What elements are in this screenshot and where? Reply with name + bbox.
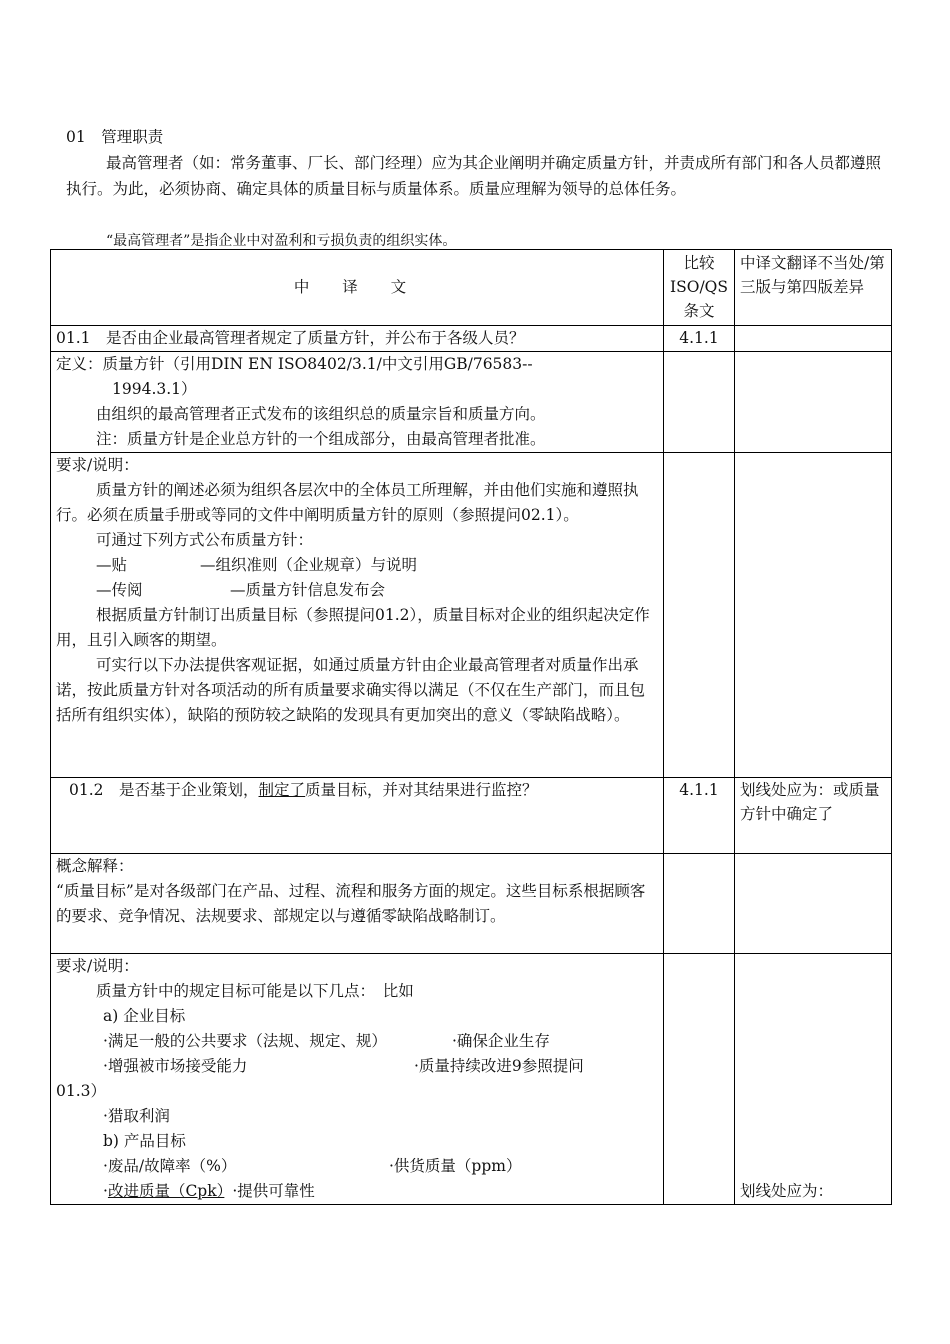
target-item-underlined: 改进质量（Cpk） [107, 1182, 225, 1200]
question-01-2 [51, 778, 664, 854]
empty-cell [664, 453, 735, 778]
definition-paragraph: “最高管理者”是指企业中对盈利和亏损负责的组织实体。 [106, 233, 457, 249]
concept-cell [51, 854, 664, 954]
definition-line: 由组织的最高管理者正式发布的该组织总的质量宗旨和质量方向。 [96, 405, 546, 423]
note-01-1 [735, 326, 892, 352]
intro-paragraph: 最高管理者（如：常务董事、厂长、部门经理）应为其企业阐明并确定质量方针，并责成所有部门和各人员都遵照执行。为此，必须协商、确定具体的质量目标与质量体系。质量应理解为领导的总体任务。 [66, 154, 882, 198]
target-item: ·满足一般的公共要求（法规、规定、规） [103, 1032, 387, 1050]
requirements-label: 要求/说明： [56, 456, 139, 474]
concept-row-01-2 [51, 854, 892, 954]
requirements-paragraph: 可通过下列方式公布质量方针： [96, 531, 314, 549]
method-line [56, 553, 658, 578]
target-item: ·猎取利润 [103, 1107, 170, 1125]
target-line [56, 1154, 658, 1179]
definition-row-01-1 [51, 352, 892, 453]
note-01-2: 划线处应为：或质量方针中确定了 [735, 778, 892, 854]
bullet: · [103, 1182, 108, 1200]
header-translation-notes: 中译文翻译不当处/第三版与第四版差异 [735, 250, 892, 326]
target-group-b: b) 产品目标 [103, 1132, 186, 1150]
targets-intro: 质量方针中的规定目标可能是以下几点： 比如 [96, 982, 414, 1000]
note-cell-01-2 [735, 954, 892, 1205]
empty-cell [735, 352, 892, 453]
definition-line: 1994.3.1） [112, 380, 197, 398]
clause-01-2: 4.1.1 [664, 778, 735, 854]
requirements-paragraph: 根据质量方针制订出质量目标（参照提问01.2），质量目标对企业的组织起决定作用，且引入顾客的期望。 [56, 606, 650, 649]
clause-01-1: 4.1.1 [664, 326, 735, 352]
definition-note: 注：质量方针是企业总方针的一个组成部分，由最高管理者批准。 [96, 430, 546, 448]
concept-label: 概念解释： [56, 857, 134, 875]
question-text: 01.2 是否基于企业策划， [69, 781, 259, 799]
method-line [56, 578, 658, 603]
audit-table [50, 249, 892, 1205]
target-item: ·废品/故障率（%） [103, 1157, 237, 1175]
concept-text: “质量目标”是对各级部门在产品、过程、流程和服务方面的规定。这些目标系根据顾客的要求、竞争情况、法规要求、部规定以与遵循零缺陷战略制订。 [56, 882, 646, 925]
definition-cell [51, 352, 664, 453]
note-01-2-b: 划线处应为： [740, 1182, 834, 1200]
question-01-1: 01.1 是否由企业最高管理者规定了质量方针，并公布于各级人员？ [51, 326, 664, 352]
section-heading: 01 管理职责 [66, 128, 164, 146]
requirements-paragraph: 质量方针的阐述必须为组织各层次中的全体员工所理解，并由他们实施和遵照执行。必须在质量手册或等同的文件中阐明质量方针的原则（参照提问02.1）。 [56, 481, 639, 524]
target-item: ·确保企业生存 [452, 1032, 550, 1050]
target-continuation: 01.3） [56, 1082, 107, 1100]
requirements-cell [51, 453, 664, 778]
header-iso-clause: 比较ISO/QS条文 [664, 250, 735, 326]
requirements-row-01-2 [51, 954, 892, 1205]
definition-line: 定义：质量方针（引用DIN EN ISO8402/3.1/中文引用GB/76583-- [56, 355, 533, 373]
question-underlined-text: 制定了 [258, 781, 306, 799]
question-row-01-1 [51, 326, 892, 352]
requirements-row-01-1 [51, 453, 892, 778]
method-item: —传阅 [96, 581, 143, 599]
empty-cell [735, 854, 892, 954]
target-line [56, 1054, 658, 1079]
question-row-01-2 [51, 778, 892, 854]
method-item: —质量方针信息发布会 [230, 581, 386, 599]
empty-cell [664, 954, 735, 1205]
table-header-row [51, 250, 892, 326]
method-item: —组织准则（企业规章）与说明 [200, 556, 418, 574]
header-translation: 中 译 文 [51, 250, 664, 326]
empty-cell [664, 854, 735, 954]
requirements-cell-01-2 [51, 954, 664, 1205]
target-item: ·质量持续改进9参照提问 [414, 1057, 584, 1075]
empty-cell [735, 453, 892, 778]
target-group-a: a) 企业目标 [103, 1007, 186, 1025]
target-line [56, 1029, 658, 1054]
method-item: —贴 [96, 556, 128, 574]
target-item: ·增强被市场接受能力 [103, 1057, 248, 1075]
requirements-paragraph: 可实行以下办法提供客观证据，如通过质量方针由企业最高管理者对质量作出承诺，按此质量方针对各项活动的所有质量要求确实得以满足（不仅在生产部门，而且包括所有组织实体），缺陷的预防较之缺陷的发现具有更加突出的意义（零缺陷战略）。 [56, 656, 646, 724]
target-item: ·提供可靠性 [232, 1182, 315, 1200]
requirements-label: 要求/说明： [56, 957, 139, 975]
empty-cell [664, 352, 735, 453]
target-item: ·供货质量（ppm） [389, 1157, 522, 1175]
question-text: 质量目标，并对其结果进行监控？ [305, 781, 538, 799]
target-line [56, 1179, 658, 1204]
